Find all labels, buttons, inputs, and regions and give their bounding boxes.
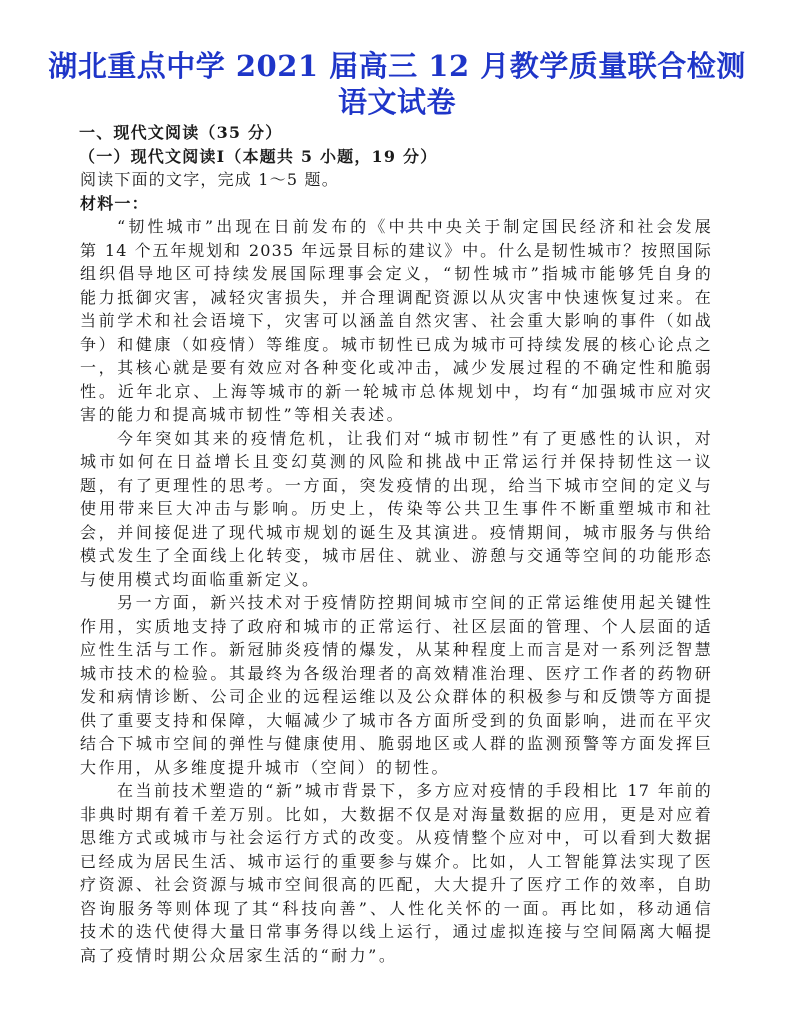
paragraph [80, 427, 712, 592]
paragraph-line: 高了疫情时期公众居家生活的“耐力”。 [80, 945, 398, 965]
paragraph-line: 组织倡导地区可持续发展国际理事会定义，“韧性城市”指城市能够凭自身的 [80, 264, 712, 283]
title-line-2: 语文试卷 [337, 85, 456, 119]
paragraph-line: 能力抵御灾害，减轻灾害损失，并合理调配资源以从灾害中快速恢复过来。在 [80, 287, 712, 307]
paragraph-line: 疗资源、社会资源与城市空间很高的匹配，大大提升了医疗工作的效率，自助 [80, 875, 712, 894]
paragraph-line: 今年突如其来的疫情危机，让我们对“城市韧性”有了更感性的认识，对 [117, 428, 712, 448]
document-body [80, 121, 712, 967]
paragraph-line: 城市技术的检验。其最终为各级治理者的高效精准治理、医疗工作者的药物研 [80, 663, 712, 683]
paragraph [80, 215, 712, 427]
paragraph-line: 发和病情诊断、公司企业的远程运维以及公众群体的积极参与和反馈等方面提 [80, 687, 712, 706]
paragraph-line: 大作用，从多维度提升城市（空间）的韧性。 [80, 757, 451, 777]
paragraph-line: 性。近年北京、上海等城市的新一轮城市总体规划中，均有“加强城市应对灾 [80, 381, 712, 401]
document-title [0, 48, 794, 120]
paragraph-line: 技术的迭代使得大量日常事务得以线上运行，通过虚拟连接与空间隔离大幅提 [80, 922, 712, 941]
paragraph [80, 779, 712, 967]
paragraph-line: 与使用模式均面临重新定义。 [80, 569, 321, 589]
material-label: 材料一： [80, 193, 149, 213]
section-heading: 一、现代文阅读（35 分） [79, 123, 283, 142]
paragraph-line: 害的能力和提高城市韧性”等相关表述。 [80, 405, 406, 424]
paragraph-line: 已经成为居民生活、城市运行的重要参与媒介。比如，人工智能算法实现了医 [80, 851, 712, 871]
paragraph-line: 第 14 个五年规划和 2035 年远景目标的建议》中。什么是韧性城市？按照国际 [80, 240, 712, 260]
paragraph-line: 城市如何在日益增长且变幻莫测的风险和挑战中正常运行并保持韧性这一议 [80, 452, 712, 471]
section-subheading: （一）现代文阅读Ⅰ（本题共 5 小题，19 分） [79, 146, 438, 166]
paragraph-line: 非典时期有着千差万别。比如，大数据不仅是对海量数据的应用，更是对应着 [80, 804, 712, 824]
passage [80, 215, 712, 967]
paragraph-line: 模式发生了全面线上化转变，城市居住、就业、游憩与交通等空间的功能形态 [80, 546, 712, 565]
reading-instruction: 阅读下面的文字，完成 1～5 题。 [80, 170, 339, 189]
paragraph-line: 在当前技术塑造的“新”城市背景下，多方应对疫情的手段相比 17 年前的 [117, 781, 712, 800]
paragraph-line: 一，其核心就是要有效应对各种变化或冲击，减少发展过程的不确定性和脆弱 [80, 358, 712, 377]
paragraph-line: 应性生活与工作。新冠肺炎疫情的爆发，从某种程度上而言是对一系列泛智慧 [80, 640, 712, 659]
paragraph-line: 作用，实质地支持了政府和城市的正常运行、社区层面的管理、个人层面的适 [80, 616, 712, 636]
title-line-1: 湖北重点中学 2021 届高三 12 月教学质量联合检测 [48, 49, 746, 83]
paragraph-line: 题，有了更理性的思考。一方面，突发疫情的出现，给当下城市空间的定义与 [80, 475, 712, 495]
paragraph-line: 当前学术和社会语境下，灾害可以涵盖自然灾害、社会重大影响的事件（如战 [80, 311, 712, 330]
paragraph-line: “韧性城市”出现在日前发布的《中共中央关于制定国民经济和社会发展 [117, 217, 712, 236]
paragraph-line: 咨询服务等则体现了其“科技向善”、人性化关怀的一面。再比如，移动通信 [80, 898, 712, 918]
paragraph-line: 另一方面，新兴技术对于疫情防控期间城市空间的正常运维使用起关键性 [117, 593, 712, 612]
paragraph-line: 使用带来巨大冲击与影响。历史上，传染等公共卫生事件不断重塑城市和社 [80, 499, 712, 518]
paragraph-line: 思维方式或城市与社会运行方式的改变。从疫情整个应对中，可以看到大数据 [80, 828, 712, 847]
paragraph [80, 591, 712, 779]
paragraph-line: 会，并间接促进了现代城市规划的诞生及其演进。疫情期间，城市服务与供给 [80, 522, 712, 542]
paragraph-line: 供了重要支持和保障，大幅减少了城市各方面所受到的负面影响，进而在平灾 [80, 710, 712, 730]
paragraph-line: 争）和健康（如疫情）等维度。城市韧性已成为城市可持续发展的核心论点之 [80, 334, 712, 354]
paragraph-line: 结合下城市空间的弹性与健康使用、脆弱地区或人群的监测预警等方面发挥巨 [80, 734, 712, 753]
